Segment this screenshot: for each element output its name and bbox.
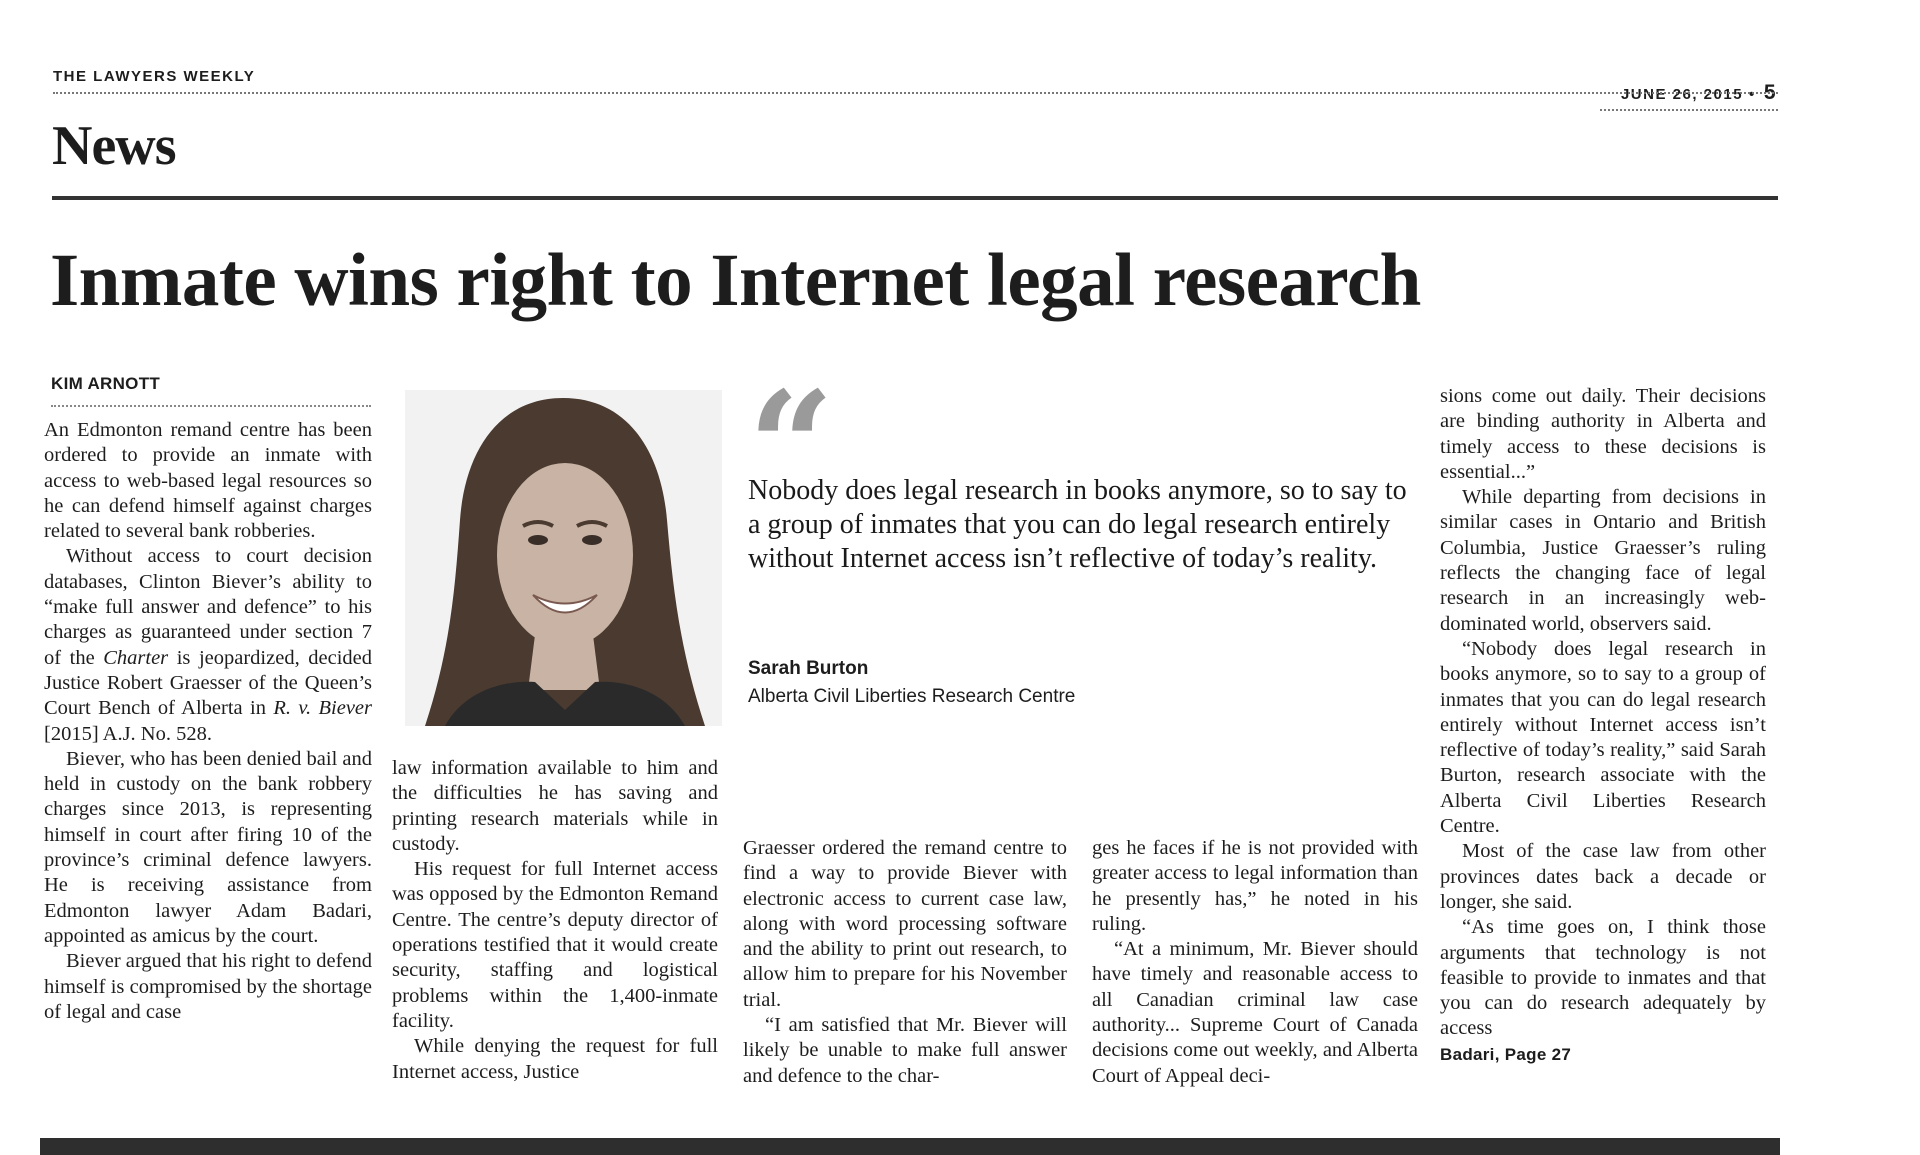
paragraph: law information available to him and the difficulties he has saving and printing research materials while in custody.	[392, 757, 718, 855]
pull-quote: Nobody does legal research in books anymore, so to say to a group of inmates that you can do legal research entirely without Internet access isn’t reflective of today’s reality.	[748, 475, 1407, 574]
issue-date: JUNE 26, 2015	[1620, 86, 1744, 103]
section-title: News	[52, 115, 176, 177]
quote-mark-icon: “	[748, 359, 835, 535]
dateline-separator: •	[1749, 86, 1756, 103]
article-column-5	[1440, 384, 1766, 1067]
paragraph: While denying the request for full Internet access, Justice	[392, 1035, 718, 1083]
paragraph: sions come out daily. Their decisions are binding authority in Alberta and timely access to these decisions is essential...”	[1440, 385, 1766, 483]
dateline-dotted-rule	[1600, 109, 1778, 111]
headline: Inmate wins right to Internet legal research	[50, 239, 1421, 322]
pull-quote-organization: Alberta Civil Liberties Research Centre	[748, 686, 1076, 707]
portrait-photo	[405, 390, 722, 726]
portrait-illustration	[405, 390, 722, 726]
article-column-2	[392, 756, 718, 1085]
header-dotted-rule	[53, 92, 1778, 94]
left-eye	[528, 535, 548, 545]
right-eye	[582, 535, 602, 545]
text-run: Without access to court decision databases, Clinton Biever’s ability to “make full answer and defence” to his charges as guaranteed under section 7 of the	[44, 545, 372, 669]
bottom-rule	[40, 1138, 1780, 1155]
paragraph: Graesser ordered the remand centre to find a way to provide Biever with electronic access to current case law, along with word processing software and the ability to print out research, to allow him to prepare for his November trial.	[743, 837, 1067, 1011]
text-run: [2015] A.J. No. 528.	[44, 722, 212, 745]
paragraph: Most of the case law from other provinces dates back a decade or longer, she said.	[1440, 840, 1766, 913]
pull-quote-name: Sarah Burton	[748, 658, 869, 679]
article-column-1	[44, 418, 372, 1025]
paragraph: “At a minimum, Mr. Biever should have timely and reasonable access to all Canadian criminal law case authority... Supreme Court of Canada decisions come out weekly, and Alberta Court of Appeal deci-	[1092, 938, 1418, 1087]
paragraph: While departing from decisions in similar cases in Ontario and British Columbia, Justice Graesser’s ruling reflects the changing face of legal research in an increasingly web-dominated world, observers said.	[1440, 486, 1766, 635]
case-name-italic: R. v. Biever	[273, 697, 372, 720]
paragraph: Biever, who has been denied bail and held in custody on the bank robbery charges since 2013, is representing himself in court after firing 10 of the province’s criminal defence lawyers. He is receiving assistance from Edmonton lawyer Adam Badari, appointed as amicus by the court.	[44, 747, 373, 947]
charter-italic: Charter	[103, 646, 169, 669]
byline: KIM ARNOTT	[51, 374, 161, 393]
byline-dotted-rule	[51, 405, 371, 407]
continued-jump-link[interactable]: Badari, Page 27	[1440, 1044, 1572, 1064]
article-column-4	[1092, 836, 1418, 1089]
paragraph: “Nobody does legal research in books anymore, so to say to a group of inmates that you can do legal research entirely without Internet access isn’t reflective of today’s reality,” said Sarah Burton, research associate with the Alberta Civil Liberties Research Centre.	[1440, 637, 1766, 838]
face-shape	[497, 463, 633, 647]
paragraph: “I am satisfied that Mr. Biever will likely be unable to make full answer and defence to the char-	[743, 1014, 1067, 1087]
page-number: 5	[1763, 81, 1777, 104]
paragraph: “As time goes on, I think those arguments that technology is not feasible to provide to inmates and that you can do research adequately by access	[1440, 916, 1766, 1040]
paragraph: His request for full Internet access was opposed by the Edmonton Remand Centre. The centre’s deputy director of operations testified that it would create security, staffing and logistical problems within the 1,400-inmate facility.	[392, 858, 718, 1032]
paragraph: Biever argued that his right to defend himself is compromised by the shortage of legal and case	[44, 950, 372, 1023]
article-column-3	[743, 836, 1067, 1089]
paragraph: ges he faces if he is not provided with greater access to legal information than he presently has,” he noted in his ruling.	[1092, 837, 1418, 935]
publication-name: THE LAWYERS WEEKLY	[53, 68, 256, 85]
text-run: is jeopardized, decided Justice Robert Graesser of the Queen’s Court Bench of Alberta in	[44, 646, 372, 720]
section-rule	[52, 196, 1778, 200]
paragraph	[44, 544, 372, 746]
paragraph: An Edmonton remand centre has been ordered to provide an inmate with access to web-based legal resources so he can defend himself against charges related to several bank robberies.	[44, 419, 372, 543]
